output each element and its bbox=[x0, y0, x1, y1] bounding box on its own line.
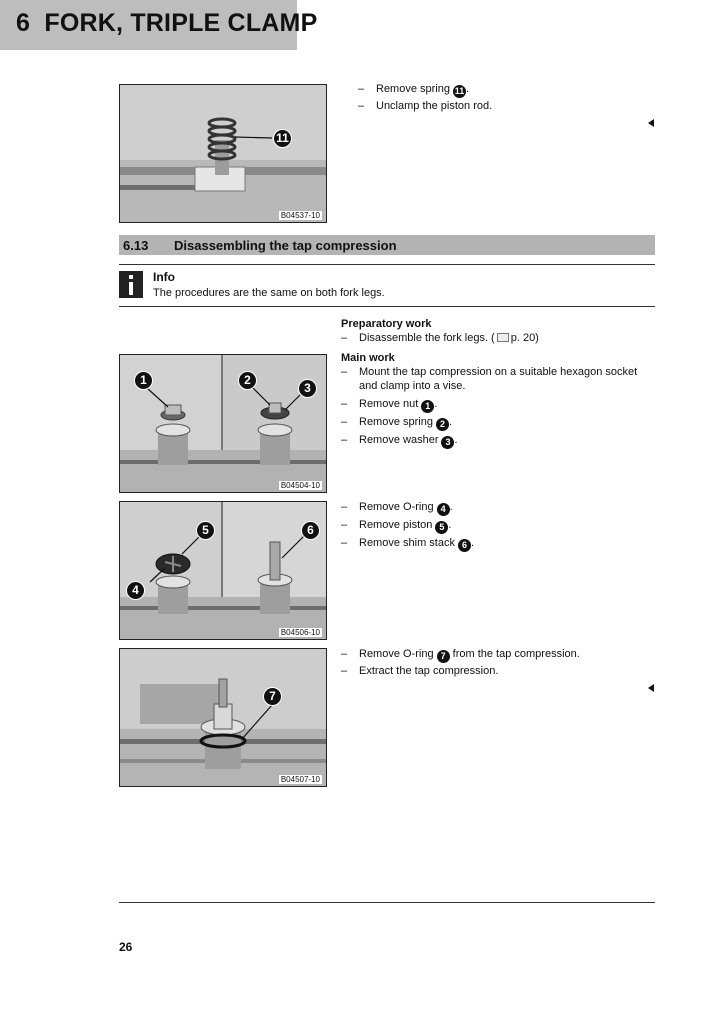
step-number-badge: 4 bbox=[437, 503, 450, 516]
callout-3: 3 bbox=[298, 379, 317, 398]
callout-4: 4 bbox=[126, 581, 145, 600]
footer-rule bbox=[119, 902, 655, 903]
page-number: 26 bbox=[119, 940, 133, 954]
info-heading: Info bbox=[153, 270, 175, 284]
info-bottom-rule bbox=[119, 306, 655, 307]
step-remove-spring: – Remove spring 2 . bbox=[341, 416, 453, 429]
info-icon bbox=[119, 271, 143, 298]
section-number: 6.13 bbox=[123, 238, 149, 253]
step-remove-spring-11: – Remove spring 11 . bbox=[358, 83, 470, 96]
figure-piston-shim-illustration bbox=[120, 502, 326, 639]
callout-2: 2 bbox=[238, 371, 257, 390]
figure-code: B04537-10 bbox=[280, 211, 320, 220]
info-text: The procedures are the same on both fork legs. bbox=[153, 287, 385, 299]
step-number-badge: 7 bbox=[437, 650, 450, 663]
callout-5: 5 bbox=[196, 521, 215, 540]
figure-code: B04506-10 bbox=[280, 628, 320, 637]
callout-11: 11 bbox=[273, 129, 292, 148]
step-remove-shim-stack: – Remove shim stack 6 . bbox=[341, 537, 475, 550]
step-unclamp-piston-rod: – Unclamp the piston rod. bbox=[358, 100, 493, 112]
step-mount-tap-compression: – Mount the tap compression on a suitable hexagon socket bbox=[341, 366, 638, 378]
figure-spring-illustration bbox=[120, 85, 326, 222]
step-extract-tap-compression: – Extract the tap compression. bbox=[341, 665, 499, 677]
page-reference-link[interactable]: p. 20) bbox=[510, 332, 539, 344]
step-mount-tap-compression-cont: and clamp into a vise. bbox=[359, 380, 466, 392]
chapter-header bbox=[0, 0, 318, 50]
step-remove-oring-7: – Remove O-ring 7 from the tap compression. bbox=[341, 648, 580, 661]
step-remove-nut: – Remove nut 1 . bbox=[341, 398, 438, 411]
callout-6: 6 bbox=[301, 521, 320, 540]
chapter-title: 6 FORK, TRIPLE CLAMP bbox=[16, 9, 318, 37]
callout-1: 1 bbox=[134, 371, 153, 390]
figure-nut-spring-washer-photo bbox=[119, 354, 327, 493]
figure-spring-photo bbox=[119, 84, 327, 223]
step-number-badge: 2 bbox=[436, 418, 449, 431]
step-remove-oring-4: – Remove O-ring 4 . bbox=[341, 501, 453, 514]
figure-piston-shim-photo bbox=[119, 501, 327, 640]
figure-oring-photo bbox=[119, 648, 327, 787]
info-top-rule bbox=[119, 264, 655, 265]
callout-7: 7 bbox=[263, 687, 282, 706]
section-title: Disassembling the tap compression bbox=[174, 238, 397, 253]
step-number-badge: 6 bbox=[458, 539, 471, 552]
figure-code: B04507-10 bbox=[280, 775, 320, 784]
step-number-badge: 5 bbox=[435, 521, 448, 534]
step-number-badge: 11 bbox=[454, 86, 465, 96]
step-remove-piston: – Remove piston 5 . bbox=[341, 519, 452, 532]
figure-oring-illustration bbox=[120, 649, 326, 786]
end-mark-icon bbox=[648, 684, 654, 692]
step-disassemble-fork-legs: – Disassemble the fork legs. ( p. 20) bbox=[341, 332, 539, 344]
main-work-heading: Main work bbox=[341, 352, 395, 364]
step-remove-washer: – Remove washer 3 . bbox=[341, 434, 458, 447]
figure-code: B04504-10 bbox=[280, 481, 320, 490]
section-heading bbox=[119, 235, 655, 255]
step-number-badge: 3 bbox=[441, 436, 454, 449]
preparatory-heading: Preparatory work bbox=[341, 318, 432, 330]
step-number-badge: 1 bbox=[421, 400, 434, 413]
end-mark-icon bbox=[648, 119, 654, 127]
book-reference-icon bbox=[497, 333, 509, 342]
